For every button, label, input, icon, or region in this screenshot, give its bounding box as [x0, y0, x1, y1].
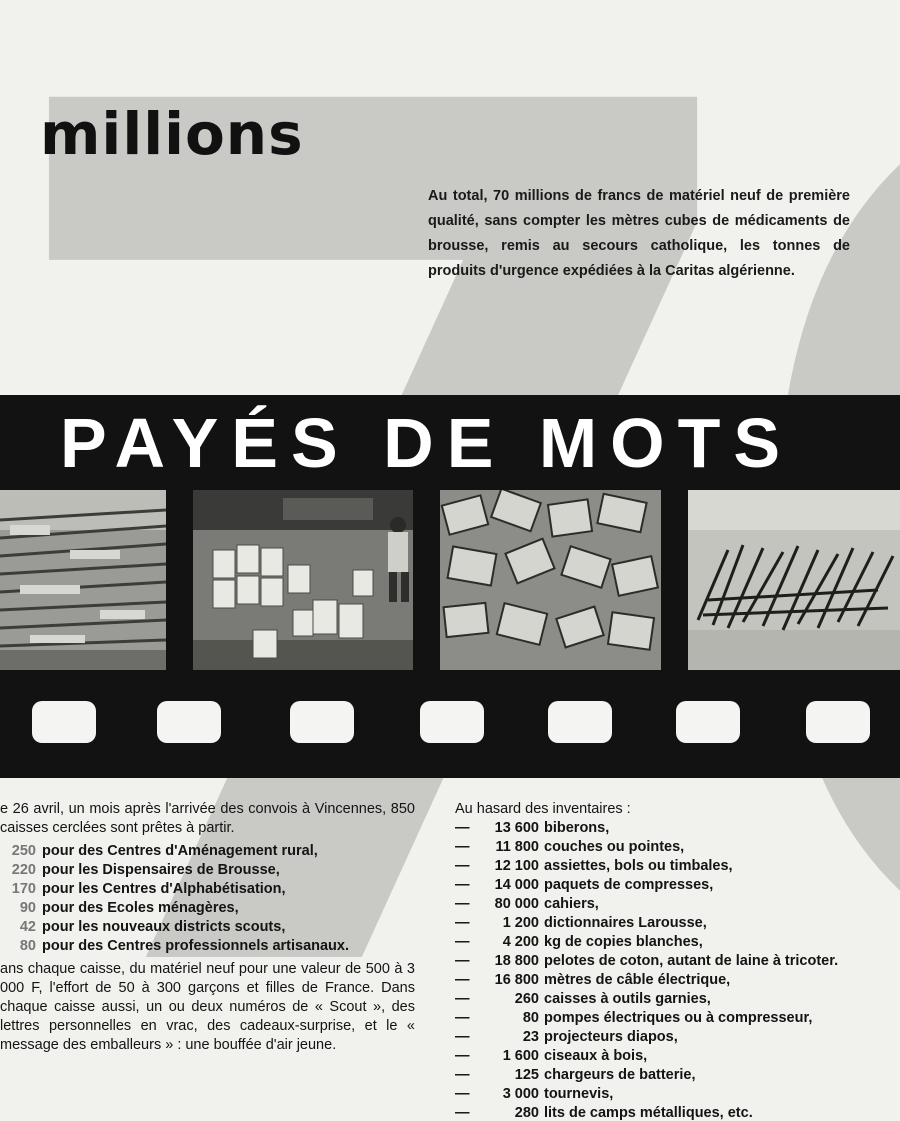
list-item: — 125 chargeurs de batterie,: [455, 1067, 696, 1083]
film-sprocket-hole: [548, 701, 612, 743]
list-item: — 80 000 cahiers,: [455, 896, 599, 912]
list-item: 80 pour des Centres professionnels artisanaux.: [19, 938, 350, 954]
photo-scattered-crates: [440, 490, 661, 670]
film-sprocket-hole: [676, 701, 740, 743]
film-sprocket-hole: [420, 701, 484, 743]
list-item: — 13 600 biberons,: [455, 820, 610, 836]
list-item: — 1 600 ciseaux à bois,: [455, 1048, 648, 1064]
destination-list: [0, 842, 415, 956]
inventory-list: [455, 819, 895, 1121]
list-item: 170 pour les Centres d'Alphabétisation,: [11, 881, 286, 897]
left-column: [0, 800, 415, 1055]
list-item: — 4 200 kg de copies blanches,: [455, 934, 703, 950]
closing-paragraph: ans chaque caisse, du matériel neuf pour une valeur de 500 à 3 000 F, l'effort de 50 à 300 garçons et filles de France. Dans chaque caisse aussi, un ou deux numéros de « Scout », des lettres personnelles en vrac, des cadeaux-surprise, et le « message des emballeurs » : une bouffée d'air jeune.: [0, 961, 415, 1053]
list-item: — 3 000 tournevis,: [455, 1086, 614, 1102]
list-item: 42 pour les nouveaux districts scouts,: [19, 919, 286, 935]
list-item: — 14 000 paquets de compresses,: [455, 877, 714, 893]
list-item: — 260 caisses à outils garnies,: [455, 991, 711, 1007]
headline: millions: [40, 100, 304, 168]
photo-crates-stack: [0, 490, 166, 670]
list-item: 250 pour des Centres d'Aménagement rural,: [11, 843, 318, 859]
banner-title: PAYÉS DE MOTS: [60, 404, 794, 482]
opening-paragraph: e 26 avril, un mois après l'arrivée des convois à Vincennes, 850 caisses cerclées sont prêtes à partir.: [0, 801, 415, 836]
list-item: — 1 200 dictionnaires Larousse,: [455, 915, 707, 931]
list-item: — 280 lits de camps métalliques, etc.: [455, 1105, 753, 1121]
list-item: 220 pour les Dispensaires de Brousse,: [11, 862, 280, 878]
list-item: — 11 800 couches ou pointes,: [455, 839, 685, 855]
right-column: [455, 800, 895, 1121]
list-item: — 23 projecteurs diapos,: [455, 1029, 678, 1045]
photo-buckets: [193, 490, 413, 670]
inventory-heading: Au hasard des inventaires :: [455, 801, 631, 817]
list-item: — 12 100 assiettes, bols ou timbales,: [455, 858, 733, 874]
list-item: 90 pour des Ecoles ménagères,: [19, 900, 239, 916]
film-sprocket-hole: [806, 701, 870, 743]
film-sprocket-hole: [157, 701, 221, 743]
list-item: — 16 800 mètres de câble électrique,: [455, 972, 731, 988]
list-item: — 18 800 pelotes de coton, autant de laine à tricoter.: [455, 953, 839, 969]
list-item: — 80 pompes électriques ou à compresseur,: [455, 1010, 813, 1026]
photo-bundled-bars: [688, 490, 900, 670]
film-sprocket-hole: [290, 701, 354, 743]
intro-paragraph: Au total, 70 millions de francs de matériel neuf de première qualité, sans compter les mètres cubes de médicaments de brousse, remis au secours catholique, les tonnes de produits d'urgence expédiées à la Caritas algérienne.: [428, 188, 850, 279]
film-strip: [0, 395, 900, 778]
film-sprocket-hole: [32, 701, 96, 743]
